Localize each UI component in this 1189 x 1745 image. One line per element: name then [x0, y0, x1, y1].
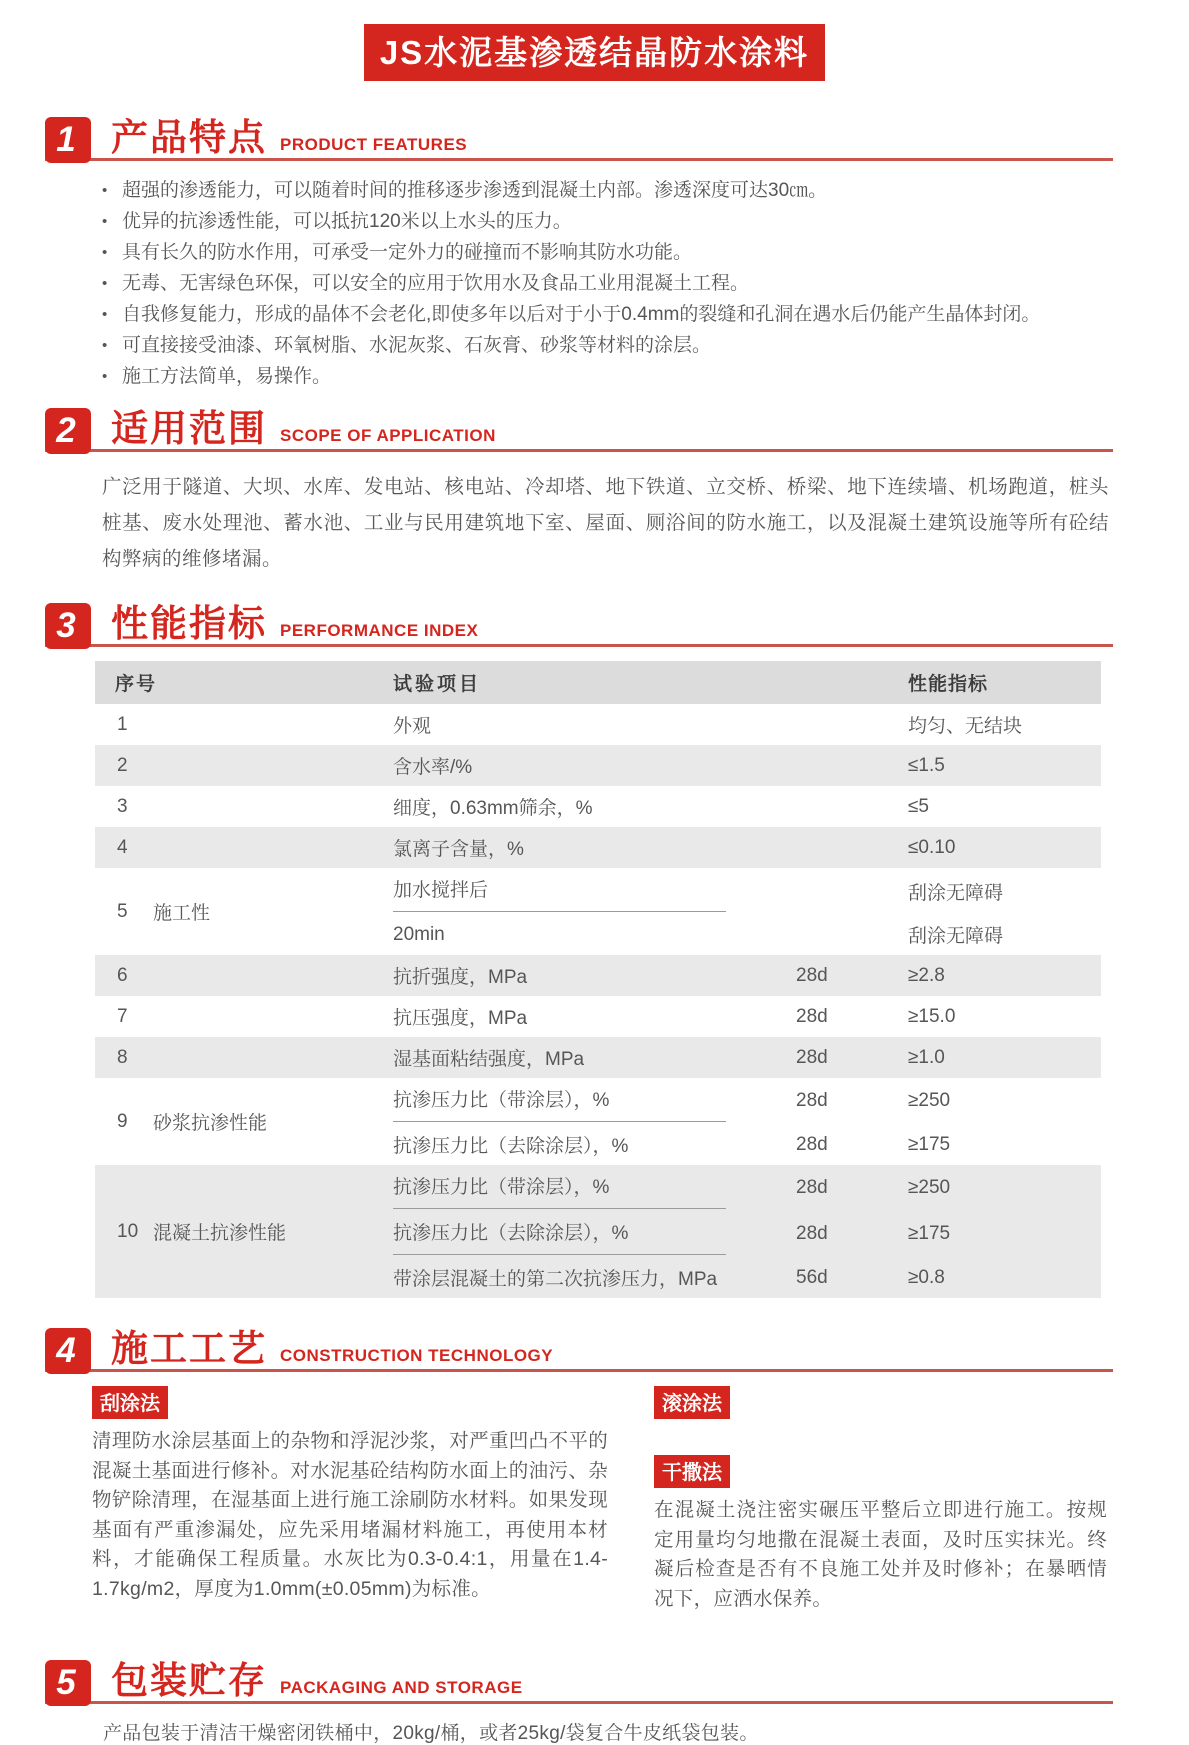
row-group-label: 砂浆抗渗性能 — [153, 1113, 268, 1134]
section-header-scope — [45, 408, 1113, 452]
feature-item — [102, 206, 1113, 237]
table-subrow — [375, 1037, 1101, 1078]
row-subitems — [375, 868, 1101, 955]
feature-item — [102, 361, 1113, 392]
feature-text: 可直接接受油漆、环氧树脂、水泥灰浆、石灰膏、砂浆等材料的涂层。 — [122, 335, 712, 356]
age-value: 28d — [796, 1090, 828, 1111]
section-title-zh: 产品特点 — [111, 117, 267, 158]
roll-method-badge: 滚涂法 — [654, 1386, 730, 1419]
index-value: 均匀、无结块 — [908, 716, 1023, 737]
spacer — [654, 1419, 1107, 1455]
section-header-construction — [45, 1328, 1113, 1372]
scope-paragraph: 广泛用于隧道、大坝、水库、发电站、核电站、冷却塔、地下铁道、立交桥、桥梁、地下连续墙、机场跑道，桩头桩基、废水处理池、蓄水池、工业与民用建筑地下室、屋面、厕浴间的防水施工，以及混凝土建筑设施等所有砼结构弊病的维修堵漏。 — [102, 476, 1109, 570]
section-number-badge: 5 — [45, 1660, 91, 1706]
test-item: 抗渗压力比（去除涂层），% — [393, 1218, 726, 1255]
section-header-packaging — [45, 1660, 1113, 1704]
bullet-icon: • — [102, 275, 108, 292]
row-number: 1 — [117, 713, 128, 735]
bullet-icon: • — [102, 244, 108, 261]
test-item: 抗压强度，MPa — [393, 1008, 528, 1029]
dry-sprinkle-method-badge: 干撒法 — [654, 1455, 730, 1488]
test-item: 抗渗压力比（带涂层），% — [393, 1085, 726, 1122]
scrape-method-badge: 刮涂法 — [92, 1386, 168, 1419]
section-title-en: CONSTRUCTION TECHNOLOGY — [280, 1346, 554, 1365]
row-subitems — [375, 827, 1101, 868]
scrape-method-text: 清理防水涂层基面上的杂物和浮泥沙浆，对严重凹凸不平的混凝土基面进行修补。对水泥基砼结构防水面上的油污、杂物铲除清理，在湿基面上进行施工涂刷防水材料。如果发现基面有严重渗漏处，应先采用堵漏材料施工，再使用本材料，才能确保工程质量。水灰比为0.3-0.4:1，用量在1.4-1.7kg/m2，厚度为1.0mm(±0.05mm)为标准。 — [92, 1430, 608, 1600]
test-item: 抗渗压力比（去除涂层），% — [393, 1136, 629, 1157]
table-subrow — [375, 1165, 1101, 1211]
test-item: 抗渗压力比（带涂层），% — [393, 1172, 726, 1209]
table-subrow — [375, 1078, 1101, 1124]
age-value: 28d — [796, 1046, 828, 1068]
table-row — [95, 745, 1101, 786]
test-item: 氯离子含量，% — [393, 839, 524, 860]
section-header-features — [45, 117, 1113, 161]
table-row — [95, 996, 1101, 1037]
age-value: 28d — [796, 964, 828, 986]
table-header-row — [95, 661, 1101, 704]
test-item: 细度，0.63mm筛余，% — [393, 798, 593, 819]
performance-table — [95, 661, 1101, 1298]
feature-item — [102, 330, 1113, 361]
row-subitems — [375, 955, 1101, 996]
table-row — [95, 827, 1101, 868]
feature-text: 超强的渗透能力，可以随着时间的推移逐步渗透到混凝土内部。渗透深度可达30㎝。 — [122, 180, 828, 201]
section-header-performance — [45, 603, 1113, 647]
test-item: 20min — [393, 923, 445, 945]
row-subitems — [375, 704, 1101, 745]
bullet-icon: • — [102, 306, 108, 323]
table-subrow — [375, 868, 1101, 914]
feature-item — [102, 175, 1113, 206]
table-subrow — [375, 745, 1101, 786]
table-row — [95, 786, 1101, 827]
age-value: 56d — [796, 1266, 828, 1288]
index-value: ≥250 — [908, 1090, 951, 1111]
column-header-item: 试验项目 — [393, 674, 482, 695]
bullet-icon: • — [102, 213, 108, 230]
table-row — [95, 1165, 1101, 1298]
table-row — [95, 704, 1101, 745]
index-value: ≤5 — [908, 795, 929, 817]
table-subrow — [375, 914, 1101, 955]
test-item: 外观 — [393, 716, 432, 737]
row-subitems — [375, 1037, 1101, 1078]
test-item: 加水搅拌后 — [393, 875, 726, 912]
section-title-en: SCOPE OF APPLICATION — [280, 426, 496, 445]
page-title: JS水泥基渗透结晶防水涂料 — [364, 24, 825, 81]
packaging-paragraph: 产品包装于清洁干燥密闭铁桶中，20kg/桶，或者25kg/袋复合牛皮纸袋包装。 — [103, 1723, 759, 1744]
row-subitems — [375, 1165, 1101, 1298]
index-value: 刮涂无障碍 — [908, 882, 1004, 904]
row-group-label: 施工性 — [153, 903, 211, 924]
row-number: 8 — [117, 1046, 128, 1068]
table-subrow — [375, 786, 1101, 827]
title-bar — [0, 0, 1189, 81]
row-number: 4 — [117, 836, 128, 858]
section-title-zh: 包装贮存 — [111, 1660, 267, 1701]
feature-item — [102, 237, 1113, 268]
feature-list — [102, 175, 1113, 392]
section-title-en: PERFORMANCE INDEX — [280, 621, 479, 640]
row-subitems — [375, 745, 1101, 786]
row-number: 5 — [117, 900, 128, 922]
bullet-icon: • — [102, 337, 108, 354]
test-item: 带涂层混凝土的第二次抗渗压力，MPa — [393, 1269, 718, 1290]
row-subitems — [375, 786, 1101, 827]
index-value: ≥175 — [908, 1223, 951, 1244]
table-row — [95, 955, 1101, 996]
feature-text: 具有长久的防水作用，可承受一定外力的碰撞而不影响其防水功能。 — [122, 242, 693, 263]
table-subrow — [375, 1124, 1101, 1165]
feature-item — [102, 299, 1113, 330]
age-value: 28d — [796, 1177, 828, 1198]
section-title-zh: 适用范围 — [111, 408, 267, 449]
section-number-badge: 2 — [45, 408, 91, 454]
performance-table-body — [95, 704, 1101, 1298]
age-value: 28d — [796, 1005, 828, 1027]
section-number-badge: 4 — [45, 1328, 91, 1374]
table-subrow — [375, 996, 1101, 1037]
column-header-no: 序号 — [115, 674, 158, 695]
age-value: 28d — [796, 1223, 828, 1244]
feature-text: 施工方法简单，易操作。 — [122, 366, 332, 387]
index-value: ≥2.8 — [908, 964, 945, 986]
index-value: ≥15.0 — [908, 1005, 956, 1027]
feature-text: 优异的抗渗透性能，可以抵抗120米以上水头的压力。 — [122, 211, 572, 232]
index-value: ≤1.5 — [908, 754, 945, 776]
index-value: ≤0.10 — [908, 836, 956, 858]
section-title-en: PACKAGING AND STORAGE — [280, 1678, 523, 1697]
table-subrow — [375, 1257, 1101, 1298]
test-item: 湿基面粘结强度，MPa — [393, 1049, 585, 1070]
bullet-icon: • — [102, 182, 108, 199]
table-subrow — [375, 955, 1101, 996]
index-value: ≥175 — [908, 1133, 951, 1155]
column-header-index: 性能指标 — [908, 674, 989, 695]
test-item: 含水率/% — [393, 757, 473, 778]
row-number: 9 — [117, 1110, 128, 1132]
table-row — [95, 1078, 1101, 1165]
feature-text: 无毒、无害绿色环保，可以安全的应用于饮用水及食品工业用混凝土工程。 — [122, 273, 750, 294]
table-row — [95, 1037, 1101, 1078]
row-number: 2 — [117, 754, 128, 776]
section-title-en: PRODUCT FEATURES — [280, 135, 468, 154]
row-number: 10 — [117, 1220, 139, 1242]
dry-sprinkle-method-text: 在混凝土浇注密实碾压平整后立即进行施工。按规定用量均匀地撒在混凝土表面，及时压实抹光。终凝后检查是否有不良施工处并及时修补；在暴晒情况下，应洒水保养。 — [654, 1499, 1107, 1610]
section-title-zh: 性能指标 — [111, 603, 267, 644]
construction-columns — [92, 1386, 1107, 1614]
row-subitems — [375, 996, 1101, 1037]
row-number: 3 — [117, 795, 128, 817]
index-value: 刮涂无障碍 — [908, 926, 1004, 947]
section-number-badge: 1 — [45, 117, 91, 163]
row-group-label: 混凝土抗渗性能 — [153, 1223, 287, 1244]
row-number: 7 — [117, 1005, 128, 1027]
age-value: 28d — [796, 1133, 828, 1155]
index-value: ≥250 — [908, 1177, 951, 1198]
table-subrow — [375, 1211, 1101, 1257]
index-value: ≥1.0 — [908, 1046, 945, 1068]
bullet-icon: • — [102, 368, 108, 385]
section-title-zh: 施工工艺 — [111, 1328, 267, 1369]
scrape-method-column — [92, 1386, 608, 1614]
table-subrow — [375, 704, 1101, 745]
index-value: ≥0.8 — [908, 1266, 945, 1288]
table-row — [95, 868, 1101, 955]
test-item: 抗折强度，MPa — [393, 967, 528, 988]
roll-dry-method-column — [654, 1386, 1107, 1614]
row-subitems — [375, 1078, 1101, 1165]
section-number-badge: 3 — [45, 603, 91, 649]
feature-text: 自我修复能力，形成的晶体不会老化,即使多年以后对于小于0.4mm的裂缝和孔洞在遇水后仍能产生晶体封闭。 — [122, 304, 1041, 325]
row-number: 6 — [117, 964, 128, 986]
table-subrow — [375, 827, 1101, 868]
feature-item — [102, 268, 1113, 299]
